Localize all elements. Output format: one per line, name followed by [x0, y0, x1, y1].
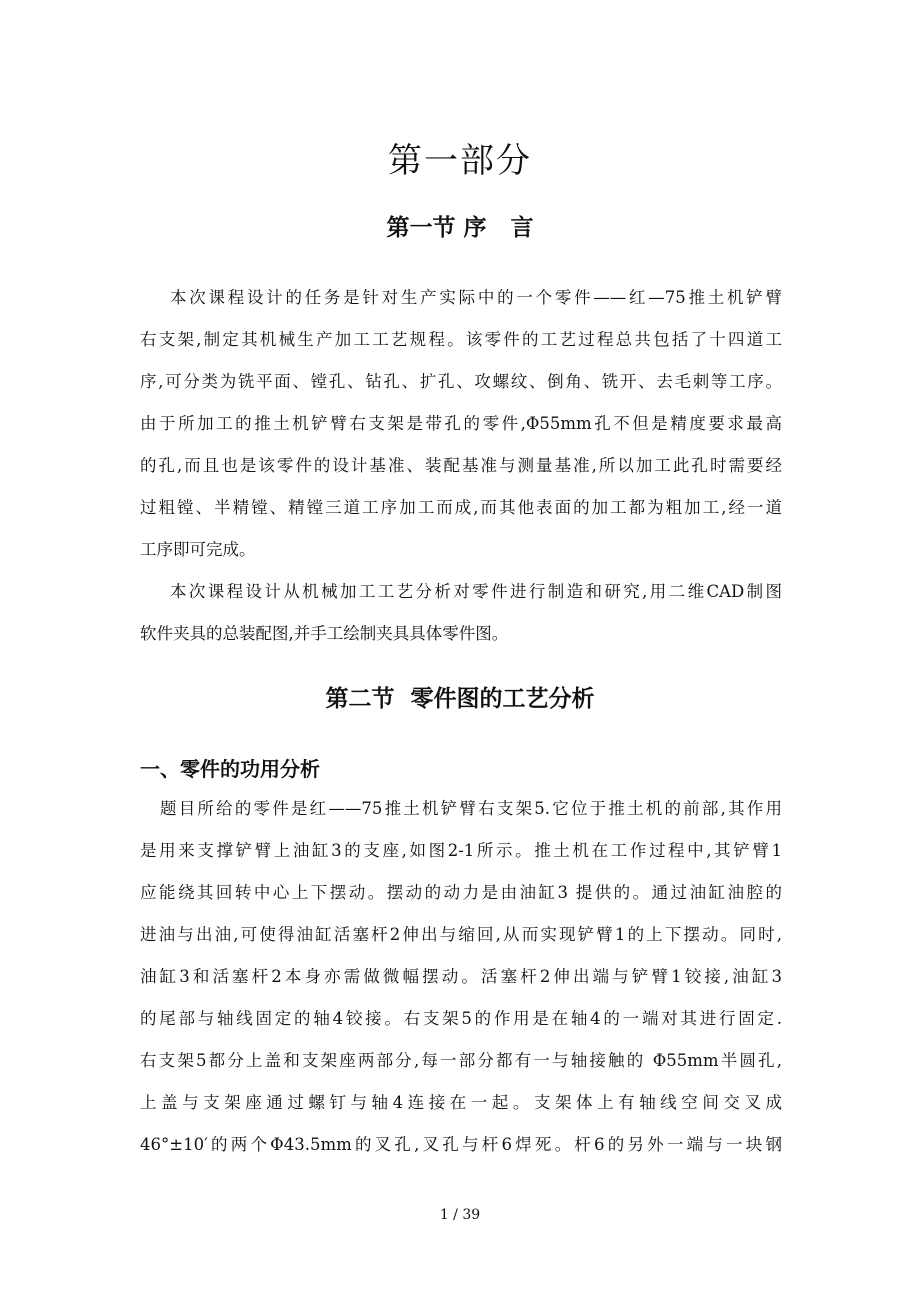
- paragraph-line: 右支架,制定其机械生产加工工艺规程。该零件的工艺过程总共包括了十四道工: [140, 330, 782, 349]
- paragraph-line: 46°±10′的两个Φ43.5mm的叉孔,叉孔与杆6焊死。杆6的另外一端与一块钢: [140, 1135, 782, 1154]
- paragraph-line: 本次课程设计的任务是针对生产实际中的一个零件——红—75推土机铲臂: [170, 288, 782, 307]
- paragraph-line: 工序即可完成。: [140, 540, 256, 559]
- paragraph-line: 右支架5都分上盖和支架座两部分,每一部分都有一与轴接触的 Φ55mm半圆孔,: [140, 1051, 782, 1070]
- part-title: 第一部分: [388, 141, 532, 181]
- subheading: 一、零件的功用分析: [140, 757, 320, 781]
- paragraph-line: 的尾部与轴线固定的轴4铰接。右支架5的作用是在轴4的一端对其进行固定.: [140, 1009, 782, 1028]
- page-number: 1 / 39: [439, 1207, 481, 1223]
- paragraph-line: 进油与出油,可使得油缸活塞杆2伸出与缩回,从而实现铲臂1的上下摆动。同时,: [140, 925, 782, 944]
- paragraph-line: 的孔,而且也是该零件的设计基准、装配基准与测量基准,所以加工此孔时需要经: [140, 456, 782, 475]
- paragraph-line: 油缸3和活塞杆2本身亦需做微幅摆动。活塞杆2伸出端与铲臂1铰接,油缸3: [140, 967, 782, 986]
- paragraph-line: 上盖与支架座通过螺钉与轴4连接在一起。支架体上有轴线空间交叉成: [140, 1093, 782, 1112]
- paragraph-line: 序,可分类为铣平面、镗孔、钻孔、扩孔、攻螺纹、倒角、铣开、去毛刺等工序。: [140, 372, 782, 391]
- paragraph-line: 本次课程设计从机械加工工艺分析对零件进行制造和研究,用二维CAD制图: [170, 582, 782, 601]
- section-1-title: 第一节 序 言: [386, 214, 534, 241]
- paragraph-line: 过粗镗、半精镗、精镗三道工序加工而成,而其他表面的加工都为粗加工,经一道: [140, 498, 782, 517]
- paragraph-line: 是用来支撑铲臂上油缸3的支座,如图2-1所示。推土机在工作过程中,其铲臂1: [140, 841, 782, 860]
- paragraph-line: 软件夹具的总装配图,并手工绘制夹具具体零件图。: [140, 624, 509, 643]
- paragraph-line: 题目所给的零件是红——75推土机铲臂右支架5.它位于推土机的前部,其作用: [160, 799, 782, 818]
- paragraph-line: 由于所加工的推土机铲臂右支架是带孔的零件,Φ55mm孔不但是精度要求最高: [140, 414, 782, 433]
- paragraph-line: 应能绕其回转中心上下摆动。摆动的动力是由油缸3 提供的。通过油缸油腔的: [140, 883, 782, 902]
- section-2-title: 第二节 零件图的工艺分析: [325, 685, 595, 712]
